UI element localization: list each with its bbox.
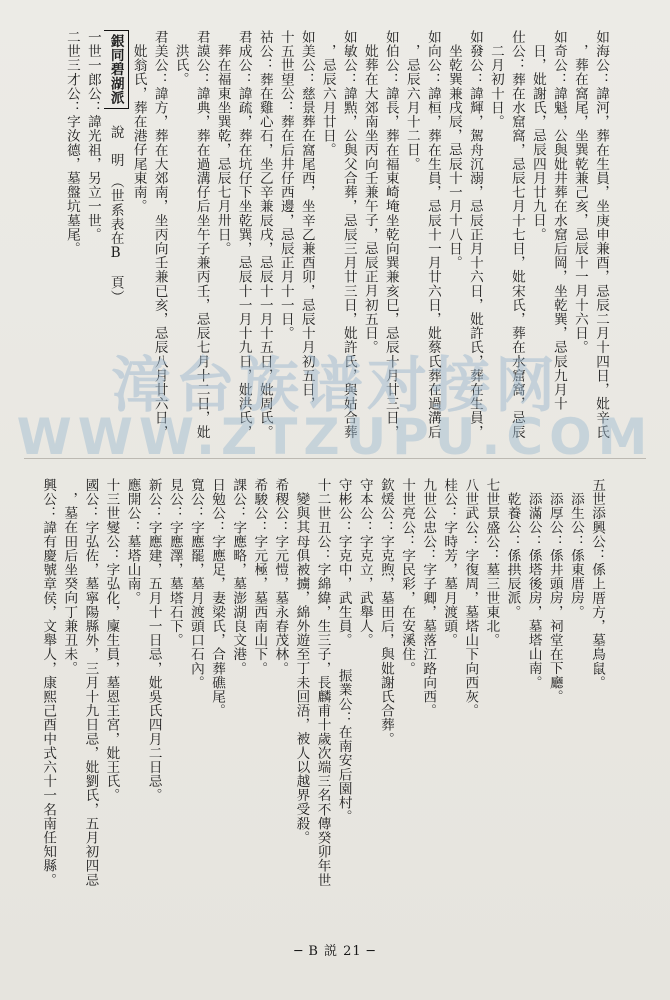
section-header-column <box>104 30 129 445</box>
section-divider <box>24 458 646 459</box>
text-column: 見公：字應澤，墓塔石下。 <box>166 478 183 648</box>
text-column: 如海公：諱河，葬在生員，坐庚申兼酉，忌辰二月十四日，妣辛氏 <box>593 30 609 439</box>
text-column: 八世武公：字復周，墓塔山下向西灰。 <box>462 478 479 718</box>
text-column: 如伯公：諱長，葬在福東崎埯坐乾向巽兼亥巳，忌辰十月廿三日， <box>382 30 399 439</box>
text-column: 君成公：諱疏，葬在坑仔下坐乾巽，忌辰十一月十九日，妣洪氏， <box>235 30 252 439</box>
text-column: 寬公：字應罷，墓月渡頭口石內。 <box>187 478 204 690</box>
text-column: 十五世望公：葬在后井仔西邊，忌辰正月十一日。 <box>277 30 294 341</box>
text-column: 十世亮公：字民彩，在安溪住。 <box>399 478 416 676</box>
text-column: 日勉公：字應足，妻梁氏，合葬礁尾。 <box>209 478 226 718</box>
text-column: 希稷公：字元愷，墓永春茂林。 <box>272 478 289 676</box>
text-column: 九世公忠公：字子卿，墓落江路向西。 <box>420 478 437 718</box>
text-column: 變與其母俱被擄，綿外遊至丁未回浯，被人以越界受殺。 <box>293 492 310 845</box>
text-column: 洪氏。 <box>172 44 189 87</box>
watermark-text: 漳台族谱对接网 <box>111 351 559 421</box>
text-column: 坐乾巽兼戌辰，忌辰十一月十八日。 <box>445 44 462 270</box>
text-column: ，葬在窩尾，坐巽乾兼己亥，忌辰十一月十六日。 <box>571 44 588 355</box>
text-column: 如發公：諱輝，駕舟沉溺，忌辰正月十六日，妣許氏，葬在生員， <box>466 30 483 439</box>
genealogy-section-bottom <box>38 478 608 908</box>
text-column: 十三世燮公：字弘化，廩生員，墓恩王宮，妣王氏。 <box>103 478 120 803</box>
text-column: 應開公：墓塔山南。 <box>124 478 141 605</box>
text-column: 如奇公：諱魁，公與妣井葬在水窟后岡，坐乾巽，忌辰九月十 <box>550 30 567 411</box>
text-column: 二月初十日。 <box>487 44 504 129</box>
text-column: 添滿公：係塔後房，墓塔山南。 <box>525 492 542 690</box>
genealogy-section-top <box>62 30 612 445</box>
text-column: 添生公：係東厝房。 <box>567 492 584 619</box>
text-column: 添厚公：係井頭房，祠堂在下廳。 <box>546 492 563 704</box>
text-column: 國公：字弘佐，墓寧陽縣外，三月十九日忌，妣劉氏，五月初四忌 <box>82 478 99 887</box>
text-column: 欽煖公：字克煦，墓田后，與妣謝氏合葬。 <box>377 478 394 746</box>
text-column: 守彬公：字克中，武生員。 振業公：在南安后園村。 <box>335 478 352 824</box>
text-column: 希駿公：字元極，墓西南山下。 <box>251 478 268 676</box>
text-column: ，墓在田后坐癸向丁兼丑未。 <box>61 492 78 676</box>
section-description: 說 明 （世系表在B 頁） <box>107 125 124 304</box>
text-column: 如敏公：諱㸃，公與父合葬，忌辰三月廿三日，妣許氏，與姑合葬 <box>340 30 357 439</box>
text-column: 君美公：諱方，葬在大郊南，坐丙向壬兼已亥，忌辰八月廿六日， <box>151 30 168 439</box>
text-column: 守本公：字克立，武舉人。 <box>356 478 373 648</box>
text-column: 課公：字應略，墓澎湖良文港。 <box>230 478 247 676</box>
text-column: 葬在福東坐巽乾，忌辰七月卅日。 <box>214 44 231 256</box>
text-column: ，忌辰六月十二日。 <box>403 44 420 171</box>
text-column: 仕公：葬在水窟窩，忌辰七月十七日，妣宋氏，葬在水窟窩，忌辰 <box>508 30 525 439</box>
text-column: 如美公：慈景葬在窩尾西，坐辛乙兼酉卯，忌辰十月初五日， <box>298 30 315 411</box>
text-column: 新公：字應建，五月十一日忌，妣吳氏四月二日忌。 <box>145 478 162 803</box>
text-column: 五世添興公：係上厝方，墓鳥鼠。 <box>589 478 605 690</box>
text-column: 君謨公：諱典，葬在過溝仔后坐午子兼丙壬，忌辰七月十二日，妣 <box>193 30 210 439</box>
section-title-box: 銀同碧湖派 <box>104 30 129 109</box>
text-column: 七世景盛公：墓三世東北。 <box>483 478 500 648</box>
text-column: 如向公：諱桓，葬在生員，忌辰十一月廿六日，妣蔡氏葬在過溝后 <box>424 30 441 439</box>
text-column: 二世三才公：字汝德，墓盤坑墓尾。 <box>63 30 80 256</box>
text-column: ，忌辰六月廿日。 <box>319 44 336 157</box>
text-column: 祜公：葬在雞心石，坐乙辛兼辰戌，忌辰十一月十五日，妣周氏。 <box>256 30 273 439</box>
text-column: 一世一郎公：諱光祖，另立一世。 <box>84 30 101 242</box>
watermark-url: WWW.ZTZUPU.COM <box>16 408 654 466</box>
text-column: 妣翁氏，葬在港仔尾東南。 <box>130 44 147 214</box>
text-column: 乾養公：係拱辰派。 <box>504 492 521 619</box>
page-number: ─ B 説 21 ─ <box>294 944 376 959</box>
text-column: 興公：諱有慶號章侯，文舉人，康熙己酉中式六十一名南任知縣。 <box>40 478 57 887</box>
text-column: 桂公：字時芳，墓月渡頭。 <box>441 478 458 648</box>
text-column: 十二世丑公：字綿緯，生三子，長麟甫十歲次端三名不傳癸卯年世 <box>314 478 331 887</box>
text-column: 日，妣謝氏，忌辰四月廿九日。 <box>529 44 546 242</box>
text-column: 妣葬在大郊南坐丙向壬兼午子，忌辰正月初五日。 <box>361 44 378 355</box>
